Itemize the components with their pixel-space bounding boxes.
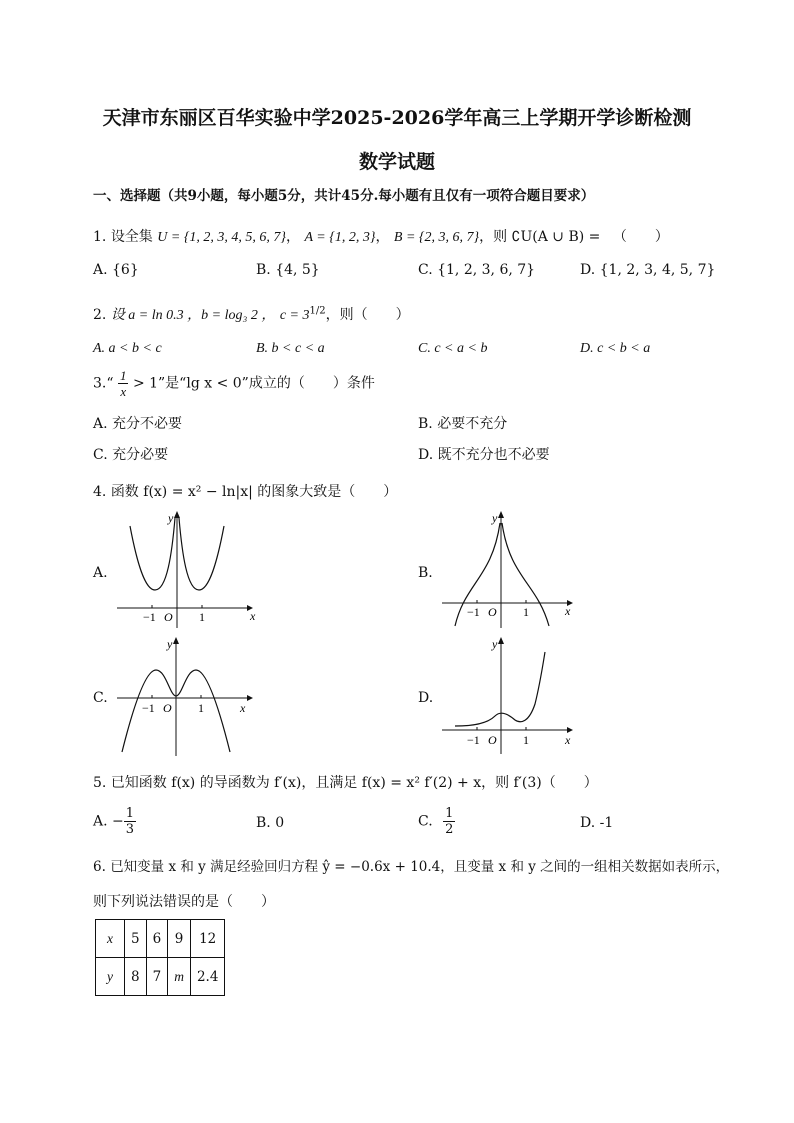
q5-option-a [93,806,136,837]
q3-number: 3. [93,375,107,392]
graph-b [437,508,582,630]
graph-c [112,634,257,758]
q2-c: c = 3 [279,308,310,323]
q1-set-b: B = {2, 3, 6, 7} [393,230,480,245]
graph-a-neg1: −1 [143,610,156,624]
question-3 [93,368,375,399]
graph-d [437,634,582,758]
graph-a-origin: O [164,610,173,624]
q4-number: 4. [93,484,107,500]
q5-option-a-fraction [124,806,136,837]
q1-option-a: A. {6} [93,262,139,278]
table-cell: 2.4 [190,958,224,996]
table-cell: 12 [190,920,224,958]
q4-text: 函数 f(x) = x² − ln|x| 的图象大致是（ ） [110,484,398,500]
q1-bracket: （ ） [612,229,669,245]
q5-option-c [418,806,455,837]
q5-c-num: 1 [445,806,454,821]
q2-option-c: C. c < a < b [418,341,488,356]
q1-pre: 设全集 [110,229,153,245]
q5-number: 5. [93,775,107,791]
page-subtitle: 数学试题 [358,151,435,173]
q6-data-table [95,919,225,996]
question-5 [93,772,598,792]
graph-c-pos1: 1 [198,701,204,715]
q6-number: 6. [93,859,106,875]
q1-set-u: U = {1, 2, 3, 4, 5, 6, 7} [157,230,287,245]
q4-label-b: B. [418,565,433,581]
graph-d-neg1: −1 [467,733,480,747]
q1-set-a: A = {1, 2, 3} [304,230,376,245]
q1-option-b: B. {4, 5} [256,262,320,278]
graph-b-origin: O [488,605,497,619]
q5-option-c-fraction [443,806,455,837]
q2-exponent: 1/2 [309,305,326,317]
q1-number: 1. [93,229,107,245]
q1-ask: ，则 ∁U(A ∪ B) = [479,229,601,245]
q5-option-b: B. 0 [256,815,285,831]
graph-a-y-label: y [168,511,174,525]
graph-c-x-label: x [240,701,246,715]
q5-a-num: 1 [125,806,135,821]
q2-option-d: D. c < b < a [580,341,651,356]
section-heading: 一、选择题（共9小题，每小题5分，共计45分.每小题有且仅有一项符合题目要求） [93,188,595,204]
q1-option-c: C. {1, 2, 3, 6, 7} [418,262,536,278]
q6-text: 已知变量 x 和 y 满足经验回归方程 ŷ = −0.6x + 10.4，且变量 x 和 y 之间的一组相关数据如表所示， [110,859,730,875]
graph-a-pos1: 1 [199,610,205,624]
q4-label-d: D. [418,690,434,706]
table-cell: x [96,920,125,958]
graph-d-x-label: x [565,733,571,747]
q4-label-a: A. [93,565,108,581]
q2-tail: ，则（ ） [325,307,410,323]
q5-option-a-prefix: A. − [93,813,124,830]
q3-frac-num: 1 [119,368,127,383]
q3-option-a: A. 充分不必要 [93,416,183,432]
q2-number: 2. [93,307,107,323]
q2-text: 设 a = ln 0.3 ，b = log₃ 2 ， [110,308,276,323]
q3-option-c: C. 充分必要 [93,447,169,463]
graph-a-x-label: x [250,609,256,623]
graph-a [112,508,257,630]
q3-fraction [118,368,129,399]
graph-b-pos1: 1 [523,605,529,619]
table-cell: 5 [125,920,147,958]
question-4 [93,481,397,501]
graph-c-origin: O [163,701,172,715]
graph-b-y-label: y [492,511,498,525]
q3-open-quote: “ [106,375,114,392]
q5-option-d: D. -1 [580,815,614,831]
graph-b-x-label: x [565,604,571,618]
graph-d-y-label: y [492,637,498,651]
table-cell: 8 [125,958,147,996]
table-cell: 9 [168,920,191,958]
question-2 [93,304,410,324]
question-1: 1. 设全集 U = {1, 2, 3, 4, 5, 6, 7}， A = {1, 2, 3}， B = {2, 3, 6, 7}，则 ∁U(A ∪ B) = （ ） [93,229,669,245]
question-6 [93,855,729,875]
q6-text-line2: 则下列说法错误的是（ ） [93,894,275,910]
q4-label-c: C. [93,690,108,706]
table-cell: 7 [146,958,168,996]
graph-d-origin: O [488,733,497,747]
q3-frac-den: x [120,384,127,399]
graph-c-neg1: −1 [142,701,155,715]
q3-text: > 1”是“lg x < 0”成立的（ ）条件 [132,375,375,392]
graph-c-y-label: y [167,637,173,651]
q3-option-b: B. 必要不充分 [418,416,508,432]
q5-text: 已知函数 f(x) 的导函数为 f′(x)，且满足 f(x) = x² f′(2) + x，则 f′(3)（ ） [110,775,598,791]
q5-option-c-prefix: C. [418,813,433,830]
graph-b-neg1: −1 [467,605,480,619]
q5-c-den: 2 [445,822,454,837]
q5-a-den: 3 [125,822,135,837]
q1-option-d: D. {1, 2, 3, 4, 5, 7} [580,262,716,278]
q3-option-d: D. 既不充分也不必要 [418,447,550,463]
table-cell: m [168,958,191,996]
graph-d-pos1: 1 [523,733,529,747]
table-cell: y [96,958,125,996]
page-title: 天津市东丽区百华实验中学2025-2026学年高三上学期开学诊断检测 [102,107,692,129]
table-cell: 6 [146,920,168,958]
table-row [96,920,225,958]
q2-option-a: A. a < b < c [93,341,162,356]
q2-option-b: B. b < c < a [256,341,325,356]
table-row [96,958,225,996]
